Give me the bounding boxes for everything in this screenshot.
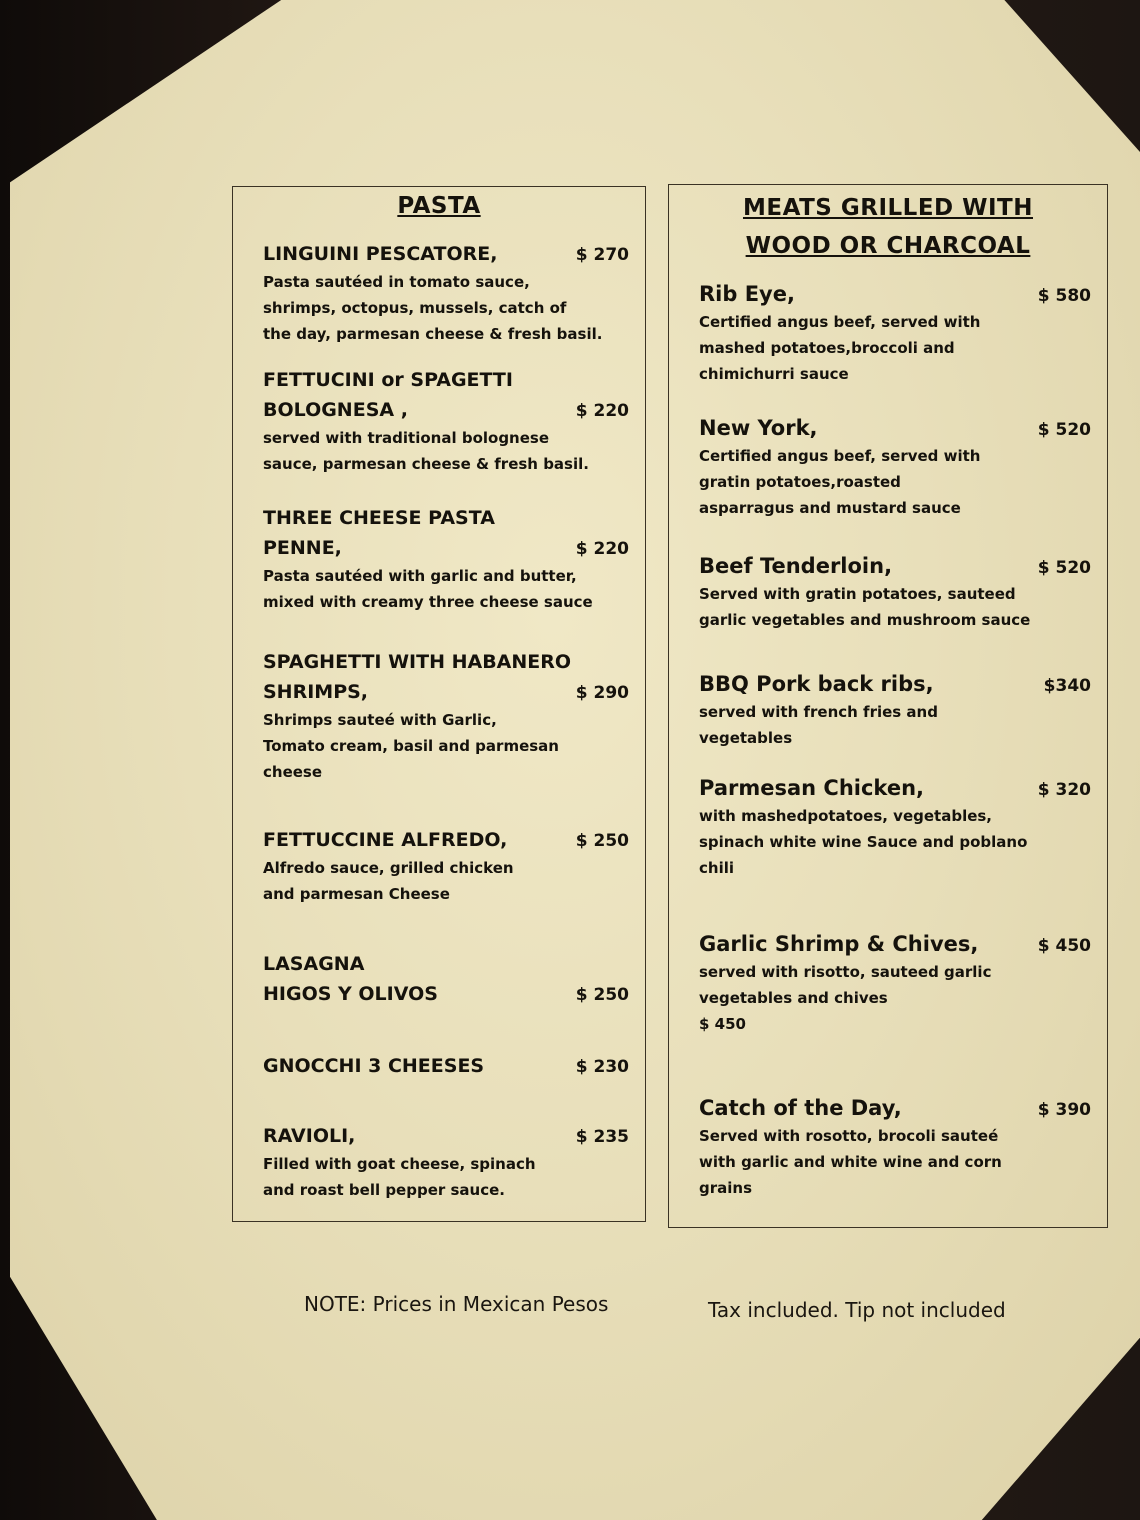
item-desc: Pasta sautéed with garlic and butter,: [263, 567, 577, 585]
item-price: $ 450: [1037, 936, 1091, 956]
menu-item: [263, 1051, 629, 1081]
meats-heading-line1: MEATS GRILLED WITH: [742, 195, 1033, 221]
meats-heading-line2: WOOD OR CHARCOAL: [745, 233, 1031, 259]
item-name: Rib Eye,: [699, 282, 795, 306]
item-price: $ 230: [575, 1057, 629, 1077]
item-price: $340: [1043, 676, 1091, 696]
item-name-line: FETTUCINI or SPAGETTI: [263, 369, 513, 391]
item-desc: grains: [699, 1179, 753, 1197]
item-desc: Alfredo sauce, grilled chicken: [263, 859, 514, 877]
item-desc: chimichurri sauce: [699, 365, 849, 383]
item-desc: Served with gratin potatoes, sauteed: [699, 585, 1016, 603]
item-price: $ 580: [1037, 286, 1091, 306]
menu-item: [263, 1121, 629, 1203]
item-desc: vegetables and chives: [699, 989, 888, 1007]
menu-item: [263, 239, 629, 347]
menu-item: [699, 669, 1091, 751]
menu-item: [699, 551, 1091, 633]
item-price: $ 290: [575, 683, 629, 703]
item-name: New York,: [699, 416, 818, 440]
pasta-section: [232, 186, 646, 1222]
item-price: $ 390: [1037, 1100, 1091, 1120]
item-name: FETTUCCINE ALFREDO,: [263, 829, 508, 851]
item-name: LINGUINI PESCATORE,: [263, 243, 498, 265]
tax-note: Tax included. Tip not included: [708, 1298, 1006, 1322]
item-name-line: SPAGHETTI WITH HABANERO: [263, 651, 572, 673]
item-name: GNOCCHI 3 CHEESES: [263, 1055, 485, 1077]
item-name: Catch of the Day,: [699, 1096, 902, 1120]
item-desc: and roast bell pepper sauce.: [263, 1181, 505, 1199]
item-price: $ 250: [575, 985, 629, 1005]
item-desc: asparragus and mustard sauce: [699, 499, 961, 517]
item-desc: served with french fries and: [699, 703, 938, 721]
menu-item: [699, 1093, 1091, 1201]
meats-heading: [669, 189, 1107, 265]
menu-item: [263, 365, 629, 477]
item-name: PENNE,: [263, 537, 342, 559]
item-price: $ 270: [575, 245, 629, 265]
item-desc: spinach white wine Sauce and poblano: [699, 833, 1028, 851]
item-desc: Certified angus beef, served with: [699, 313, 981, 331]
item-price: $ 220: [575, 401, 629, 421]
item-desc: mashed potatoes,broccoli and: [699, 339, 955, 357]
item-desc: sauce, parmesan cheese & fresh basil.: [263, 455, 589, 473]
item-desc: vegetables: [699, 729, 793, 747]
item-name-line: THREE CHEESE PASTA: [263, 507, 495, 529]
menu-item: [699, 279, 1091, 387]
item-desc: served with traditional bolognese: [263, 429, 550, 447]
item-price: $ 250: [575, 831, 629, 851]
item-desc: shrimps, octopus, mussels, catch of: [263, 299, 567, 317]
item-desc: Shrimps sauteé with Garlic,: [263, 711, 497, 729]
item-desc: Tomato cream, basil and parmesan: [263, 737, 559, 755]
item-desc: and parmesan Cheese: [263, 885, 450, 903]
item-name-line: LASAGNA: [263, 953, 365, 975]
item-desc: Served with rosotto, brocoli sauteé: [699, 1127, 999, 1145]
item-price: $ 220: [575, 539, 629, 559]
menu-item: [263, 503, 629, 615]
item-name: Beef Tenderloin,: [699, 554, 893, 578]
pasta-heading: PASTA: [397, 193, 481, 219]
menu-item: [699, 929, 1091, 1037]
item-desc: chili: [699, 859, 734, 877]
item-name: BOLOGNESA ,: [263, 399, 408, 421]
item-desc: served with risotto, sauteed garlic: [699, 963, 992, 981]
item-price: $ 235: [575, 1127, 629, 1147]
item-desc: Certified angus beef, served with: [699, 447, 981, 465]
item-price: $ 520: [1037, 420, 1091, 440]
item-desc: mixed with creamy three cheese sauce: [263, 593, 593, 611]
item-desc: garlic vegetables and mushroom sauce: [699, 611, 1031, 629]
item-name: HIGOS Y OLIVOS: [263, 983, 438, 1005]
menu-item: [699, 413, 1091, 521]
currency-note: NOTE: Prices in Mexican Pesos: [304, 1292, 609, 1316]
item-name: Parmesan Chicken,: [699, 776, 924, 800]
item-desc: with garlic and white wine and corn: [699, 1153, 1002, 1171]
item-desc: cheese: [263, 763, 323, 781]
item-name: Garlic Shrimp & Chives,: [699, 932, 979, 956]
menu-item: [699, 773, 1091, 881]
menu-item: [263, 949, 629, 1009]
item-name: RAVIOLI,: [263, 1125, 356, 1147]
item-name: SHRIMPS,: [263, 681, 369, 703]
item-desc: with mashedpotatoes, vegetables,: [699, 807, 993, 825]
item-name: BBQ Pork back ribs,: [699, 672, 934, 696]
item-price: $ 520: [1037, 558, 1091, 578]
menu-item: [263, 647, 629, 785]
item-desc: the day, parmesan cheese & fresh basil.: [263, 325, 603, 343]
item-desc: $ 450: [699, 1015, 746, 1033]
item-price: $ 320: [1037, 780, 1091, 800]
meats-section: [668, 184, 1108, 1228]
item-desc: gratin potatoes,roasted: [699, 473, 901, 491]
item-desc: Filled with goat cheese, spinach: [263, 1155, 536, 1173]
item-desc: Pasta sautéed in tomato sauce,: [263, 273, 530, 291]
menu-item: [263, 825, 629, 907]
